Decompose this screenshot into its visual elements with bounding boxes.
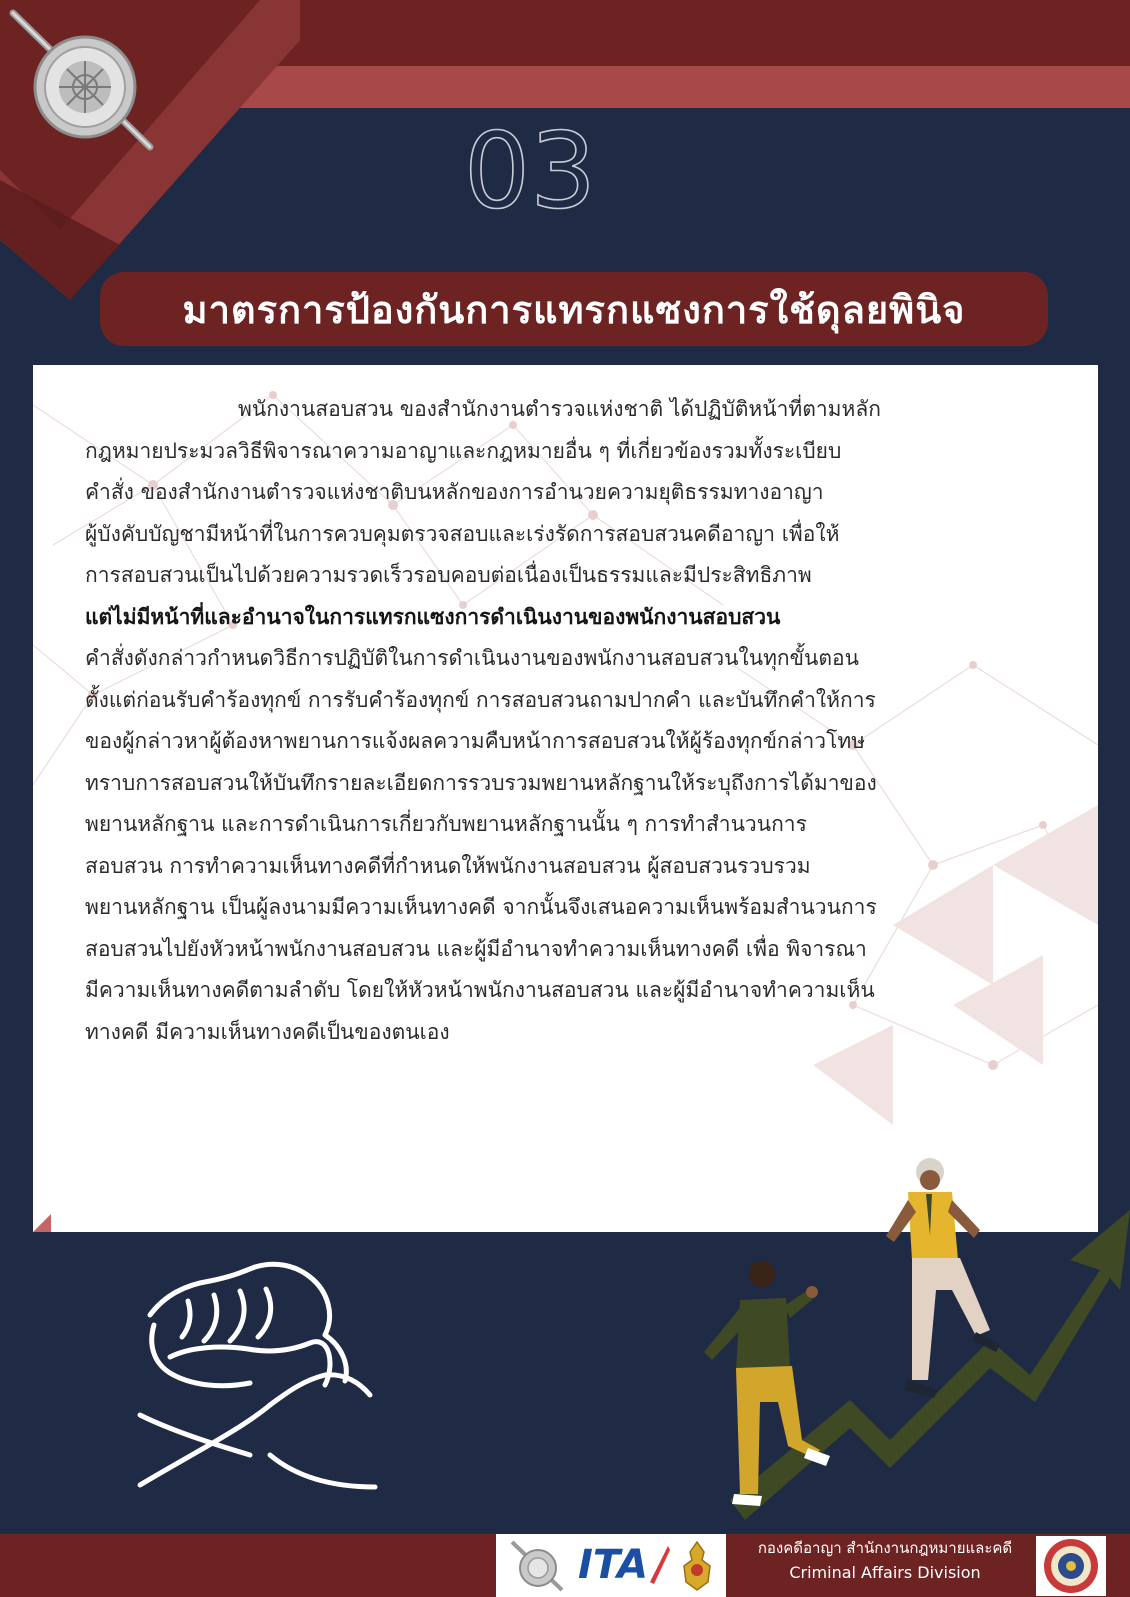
- ita-logo: ITA: [578, 1542, 649, 1588]
- division-seal-icon: [1036, 1536, 1106, 1596]
- body-line: ของผู้กล่าวหาผู้ต้องหาพยานการแจ้งผลความคืบหน้าการสอบสวนให้ผู้ร้องทุกข์กล่าวโทษ: [85, 729, 866, 753]
- body-line: สอบสวน การทำความเห็นทางคดีที่กำหนดให้พนักงานสอบสวน ผู้สอบสวนรวบรวม: [85, 853, 811, 878]
- body-line: มีความเห็นทางคดีตามลำดับ โดยให้หัวหน้าพนักงานสอบสวน และผู้มีอำนาจทำความเห็น: [85, 978, 875, 1002]
- body-line: พยานหลักฐาน และการดำเนินการเกี่ยวกับพยานหลักฐานนั้น ๆ การทำสำนวนการ: [85, 812, 807, 836]
- growth-arrow-illustration: [690, 1140, 1130, 1534]
- footer-org-english: Criminal Affairs Division: [789, 1563, 981, 1582]
- body-line: ตั้งแต่ก่อนรับคำร้องทุกข์ การรับคำร้องทุกข์ การสอบสวนถามปากคำ และบันทึกคำให้การ: [85, 687, 876, 712]
- title-banner: [100, 272, 1048, 346]
- body-line: กฎหมายประมวลวิธีพิจารณาความอาญาและกฎหมายอื่น ๆ ที่เกี่ยวข้องรวมทั้งระเบียบ: [85, 438, 842, 463]
- ita-flag-mark-icon: [648, 1544, 670, 1584]
- police-emblem-icon: [5, 5, 155, 155]
- body-line: ทางคดี มีความเห็นทางคดีเป็นของตนเอง: [85, 1019, 450, 1044]
- section-number: [440, 112, 620, 222]
- top-accent-stripe: [240, 66, 1130, 108]
- body-line: สอบสวนไปยังหัวหน้าพนักงานสอบสวน และผู้มีอำนาจทำความเห็นทางคดี เพื่อ พิจารณา: [85, 936, 867, 961]
- royal-emblem-icon: [674, 1538, 720, 1594]
- body-line: ทราบการสอบสวนให้บันทึกรายละเอียดการรวบรวมพยานหลักฐานให้ระบุถึงการได้มาของ: [85, 770, 877, 795]
- body-line: คำสั่งดังกล่าวกำหนดวิธีการปฏิบัติในการดำเนินงานของพนักงานสอบสวนในทุกขั้นตอน: [85, 646, 859, 670]
- police-badge-icon: [508, 1538, 566, 1594]
- body-line-bold: แต่ไม่มีหน้าที่และอำนาจในการแทรกแซงการดำเนินงานของพนักงานสอบสวน: [85, 604, 781, 629]
- body-line: พยานหลักฐาน เป็นผู้ลงนามมีความเห็นทางคดี จากนั้นจึงเสนอความเห็นพร้อมสำนวนการ: [85, 895, 877, 919]
- body-line: การสอบสวนเป็นไปด้วยความรวดเร็วรอบคอบต่อเนื่องเป็นธรรมและมีประสิทธิภาพ: [85, 563, 812, 587]
- content-card: [33, 365, 1098, 1232]
- svg-text:03: 03: [463, 112, 597, 222]
- body-line: พนักงานสอบสวน ของสำนักงานตำรวจแห่งชาติ ได้ปฏิบัติหน้าที่ตามหลัก: [238, 397, 881, 421]
- body-line: ผู้บังคับบัญชามีหน้าที่ในการควบคุมตรวจสอบและเร่งรัดการสอบสวนคดีอาญา เพื่อให้: [85, 521, 840, 546]
- page-title: มาตรการป้องกันการแทรกแซงการใช้ดุลยพินิจ: [182, 287, 966, 332]
- body-line: คำสั่ง ของสำนักงานตำรวจแห่งชาติบนหลักของการอำนวยความยุติธรรมทางอาญา: [85, 480, 824, 504]
- footer-org-thai: กองคดีอาญา สำนักงานกฎหมายและคดี: [757, 1539, 1013, 1557]
- body-text: [85, 389, 1060, 1053]
- handshake-icon: [130, 1255, 390, 1505]
